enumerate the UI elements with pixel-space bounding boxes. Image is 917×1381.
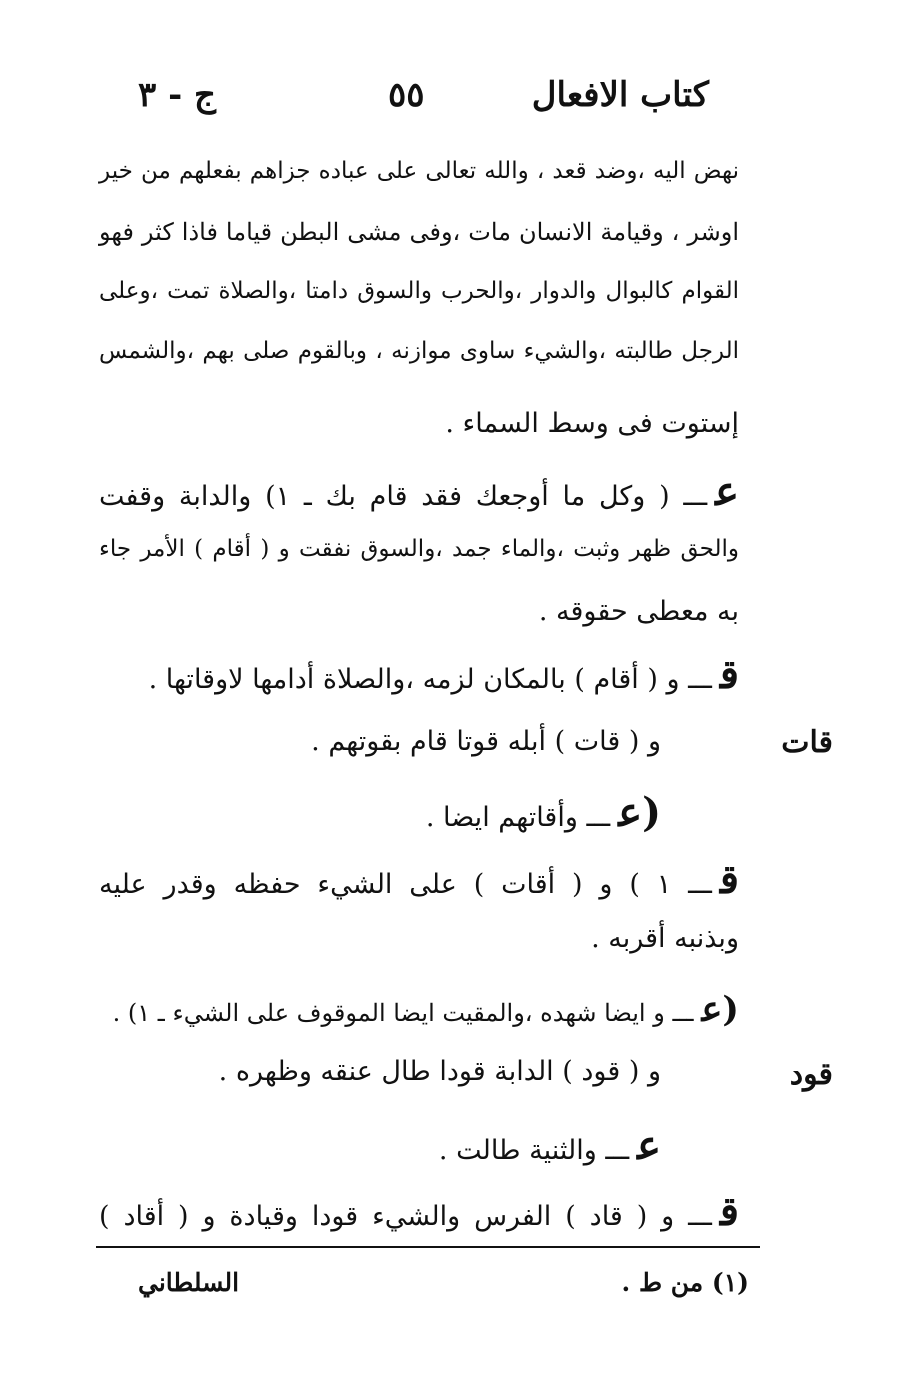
entry-text: ـــ و ( قاد ) الفرس والشيء قودا وقيادة و ( أقاد ) xyxy=(99,1201,712,1232)
entry-line xyxy=(148,651,739,698)
entry-letter: (ع xyxy=(701,989,739,1030)
entry-line xyxy=(311,728,661,755)
entry-line xyxy=(438,1122,661,1169)
entry-letter: (ع xyxy=(618,789,661,836)
page-number: ٥٥ xyxy=(388,75,425,115)
entry-text: و ( قود ) الدابة قودا طال عنقه وظهره . xyxy=(218,1056,661,1087)
text-line: القوام كالبوال والدوار ،والحرب والسوق دامتا ،والصلاة تمت ،وعلى xyxy=(99,278,739,304)
volume-number: ج - ٣ xyxy=(138,75,216,115)
entry-letter: ع xyxy=(637,1122,661,1169)
entry-text: ـــ و ايضا شهده ،والمقيت ايضا الموقوف على الشيء ـ ١) . xyxy=(112,999,694,1027)
entry-letter: ق xyxy=(719,651,739,698)
entry-line xyxy=(539,598,739,625)
entry-letter: ق xyxy=(719,856,739,903)
entry-line xyxy=(99,468,739,515)
entry-text: و ( قات ) أبله قوتا قام بقوتهم . xyxy=(311,726,661,757)
entry-line xyxy=(425,789,661,836)
footnote: (١) من ط . xyxy=(621,1268,749,1297)
entry-letter: ق xyxy=(719,1188,739,1235)
entry-line xyxy=(591,925,739,952)
footnote-divider xyxy=(96,1246,760,1248)
text-line: نهض اليه ،وضد قعد ، والله تعالى على عباده جزاهم بفعلهم من خير xyxy=(99,158,739,184)
entry-text: ـــ و ( أقام ) بالمكان لزمه ،والصلاة أدامها لاوقاتها . xyxy=(148,664,712,695)
entry-letter: ع xyxy=(715,468,739,515)
text-line: اوشر ، وقيامة الانسان مات ،وفى مشى البطن قياما فاذا كثر فهو xyxy=(99,218,739,246)
book-title: كتاب الافعال xyxy=(531,75,709,115)
margin-heading-qawd: قود xyxy=(789,1057,833,1092)
entry-text: ـــ والثنية طالت . xyxy=(438,1135,630,1166)
entry-text: به معطى حقوقه . xyxy=(538,596,739,627)
entry-text: ـــ ( وكل ما أوجعك فقد قام بك ـ ١) والدابة وقفت xyxy=(99,481,708,512)
entry-line xyxy=(219,1058,661,1085)
text-line: إستوت فى وسط السماء . xyxy=(445,408,739,439)
margin-heading-qat: قات xyxy=(781,725,833,760)
entry-line xyxy=(99,856,739,903)
entry-line xyxy=(112,989,739,1030)
entry-text: ـــ وأقاتهم ايضا . xyxy=(425,802,611,833)
entry-text: وبذنبه أقربه . xyxy=(591,923,739,954)
entry-line xyxy=(99,1188,739,1235)
text-line: الرجل طالبته ،والشيء ساوى موازنه ، وبالقوم صلى بهم ،والشمس xyxy=(99,338,739,364)
entry-line xyxy=(99,538,739,561)
printer-signature: السلطاني xyxy=(138,1268,240,1297)
entry-text: والحق ظهر وثبت ،والماء جمد ،والسوق نفقت و ( أقام ) الأمر جاء xyxy=(99,536,739,562)
entry-text: ـــ ١ ) و ( أقات ) على الشيء حفظه وقدر عليه xyxy=(99,869,712,900)
